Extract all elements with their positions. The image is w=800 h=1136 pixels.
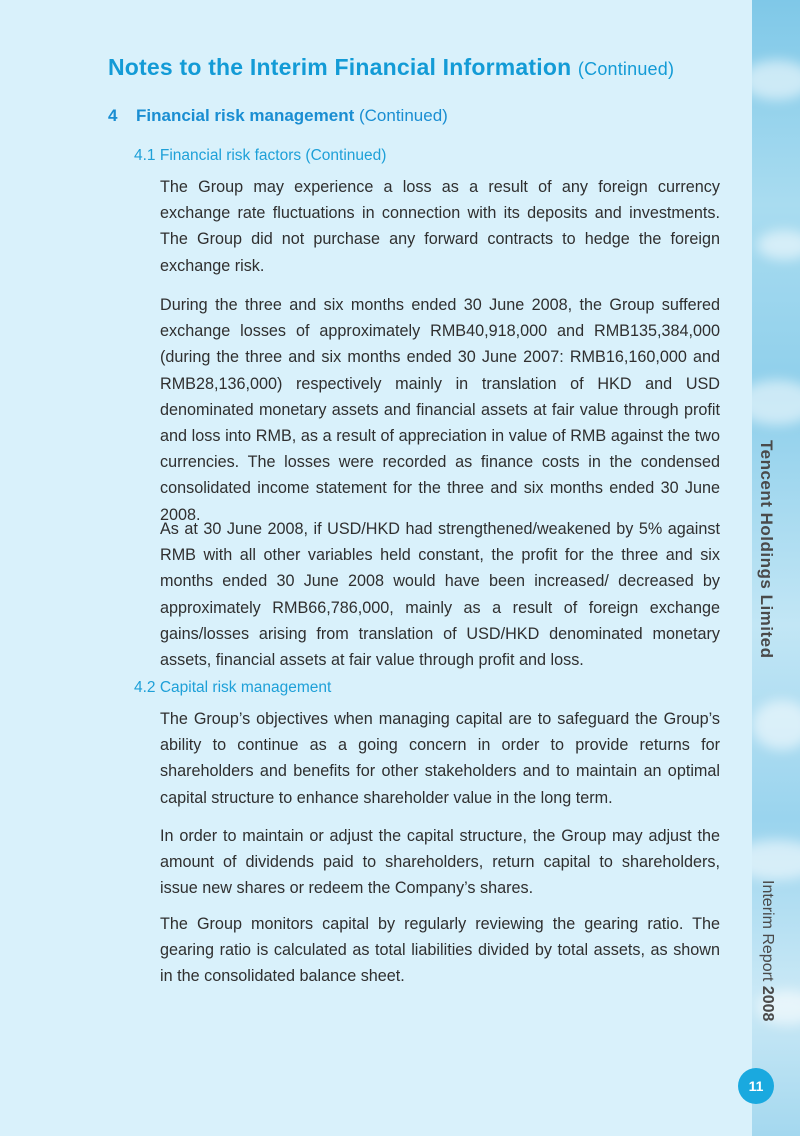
paragraph-gearing-ratio: The Group monitors capital by regularly reviewing the gearing ratio. The gearing ratio is calculated as total liabilities divided by total assets, as shown in the consolidated balance sheet.: [160, 915, 720, 986]
paragraph-capital-structure: In order to maintain or adjust the capital structure, the Group may adjust the amount of dividends paid to shareholders, return capital to shareholders, issue new shares or redeem the Company’s shares.: [160, 827, 720, 898]
subsection-heading-4-1: 4.1 Financial risk factors (Continued): [134, 147, 387, 164]
section-number: 4: [108, 106, 118, 125]
sidebar-company-name: Tencent Holdings Limited: [757, 440, 776, 659]
section-heading: [108, 106, 448, 126]
subsection-heading-4-2: 4.2 Capital risk management: [134, 679, 332, 696]
paragraph-exchange-losses: During the three and six months ended 30 June 2008, the Group suffered exchange losses of approximately RMB40,918,000 and RMB135,384,000 (during the three and six months ended 30 June 2007: RMB16,160,000 and RMB28,136,000) respectively mainly in translation of HKD and USD denominated monetary assets and financial assets at fair value through profit and loss into RMB, as a result of appreciation in value of RMB against the two currencies. The losses were recorded as finance costs in the condensed consolidated income statement for the three and six months ended 30 June 2008.: [160, 296, 720, 524]
sidebar-report-year: 2008: [759, 985, 776, 1022]
paragraph-foreign-currency-loss: The Group may experience a loss as a result of any foreign currency exchange rate fluctuations in connection with its deposits and investments. The Group did not purchase any forward contracts to hedge the foreign exchange risk.: [160, 178, 720, 275]
page-title-suffix: (Continued): [577, 59, 675, 79]
page-title: [108, 54, 674, 81]
paragraph-sensitivity: As at 30 June 2008, if USD/HKD had strengthened/weakened by 5% against RMB with all other variables held constant, the profit for the three and six months ended 30 June 2008 would have been increased/ decreased by approximately RMB66,786,000, mainly as a result of foreign exchange gains/losses arising from translation of USD/HKD denominated monetary assets, financial assets at fair value through profit and loss.: [160, 520, 720, 670]
sidebar-report-label: [754, 880, 776, 1030]
sidebar-report-text: Interim Report: [759, 880, 776, 982]
section-suffix: (Continued): [358, 106, 448, 125]
section-title: Financial risk management: [136, 106, 355, 125]
page-number-badge: 11: [738, 1068, 774, 1104]
paragraph-capital-objectives: The Group’s objectives when managing capital are to safeguard the Group’s ability to continue as a going concern in order to provide returns for shareholders and benefits for other stakeholders and to maintain an optimal capital structure to enhance shareholder value in the long term.: [160, 710, 720, 807]
page-title-text: Notes to the Interim Financial Information: [108, 54, 572, 80]
